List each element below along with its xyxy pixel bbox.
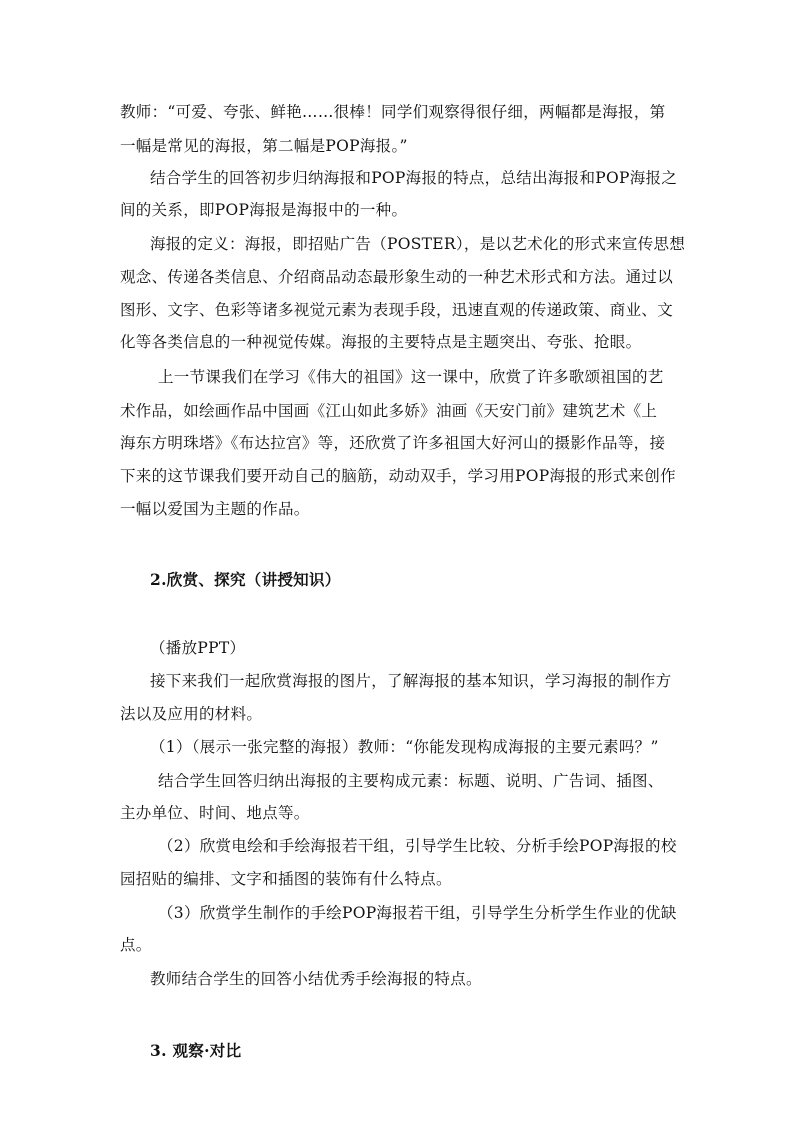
paragraph-line: （3）欣赏学生制作的手绘POP海报若干组，引导学生分析学生作业的优缺 <box>158 904 677 922</box>
paragraph-line: 一幅是常见的海报，第二幅是POP海报。” <box>120 137 408 155</box>
paragraph-line: 观念、传递各类信息、介绍商品动态最形象生动的一种艺术形式和方法。通过以 <box>120 268 674 286</box>
paragraph-line: 间的关系，即POP海报是海报中的一种。 <box>120 201 408 219</box>
paragraph-line: 术作品，如绘画作品中国画《江山如此多娇》油画《天安门前》建筑艺术《上 <box>120 402 658 420</box>
section-heading: 3. 观察·对比 <box>150 1041 242 1060</box>
paragraph-line: （1）（展示一张完整的海报）教师：“你能发现构成海报的主要元素吗？” <box>150 738 659 756</box>
paragraph-line: 园招贴的编排、文字和插图的装饰有什么特点。 <box>120 870 452 888</box>
paragraph-line: 结合学生回答归纳出海报的主要构成元素：标题、说明、广告词、插图、 <box>158 772 664 790</box>
paragraph-line: 主办单位、时间、地点等。 <box>120 804 310 822</box>
paragraph-line: 上一节课我们在学习《伟大的祖国》这一课中，欣赏了许多歌颂祖国的艺 <box>158 368 664 386</box>
paragraph-line: 教师：“可爱、夸张、鲜艳……很棒！同学们观察得很仔细，两幅都是海报，第 <box>120 103 666 121</box>
paragraph-line: 海报的定义：海报，即招贴广告（POSTER），是以艺术化的形式来宣传思想 <box>150 235 686 253</box>
paragraph-line: 接下来我们一起欣赏海报的图片，了解海报的基本知识，学习海报的制作方 <box>150 672 672 690</box>
paragraph-line: （播放PPT） <box>150 639 246 657</box>
section-heading: 2.欣赏、探究（讲授知识） <box>150 570 341 589</box>
paragraph-line: 点。 <box>120 936 152 954</box>
paragraph-line: 图形、文字、色彩等诸多视觉元素为表现手段，迅速直观的传递政策、商业、文 <box>120 301 674 319</box>
paragraph-line: 法以及应用的材料。 <box>120 705 263 723</box>
paragraph-line: 化等各类信息的一种视觉传媒。海报的主要特点是主题突出、夸张、抢眼。 <box>120 333 642 351</box>
paragraph-line: （2）欣赏电绘和手绘海报若干组，引导学生比较、分析手绘POP海报的校 <box>158 837 677 855</box>
paragraph-line: 结合学生的回答初步归纳海报和POP海报的特点，总结出海报和POP海报之 <box>150 169 678 187</box>
paragraph-line: 海东方明珠塔》《布达拉宫》等，还欣赏了许多祖国大好河山的摄影作品等，接 <box>120 434 666 452</box>
paragraph-line: 下来的这节课我们要开动自己的脑筋，动动双手，学习用POP海报的形式来创作 <box>120 467 676 485</box>
paragraph-line: 教师结合学生的回答小结优秀手绘海报的特点。 <box>150 970 482 988</box>
paragraph-line: 一幅以爱国为主题的作品。 <box>120 500 310 518</box>
